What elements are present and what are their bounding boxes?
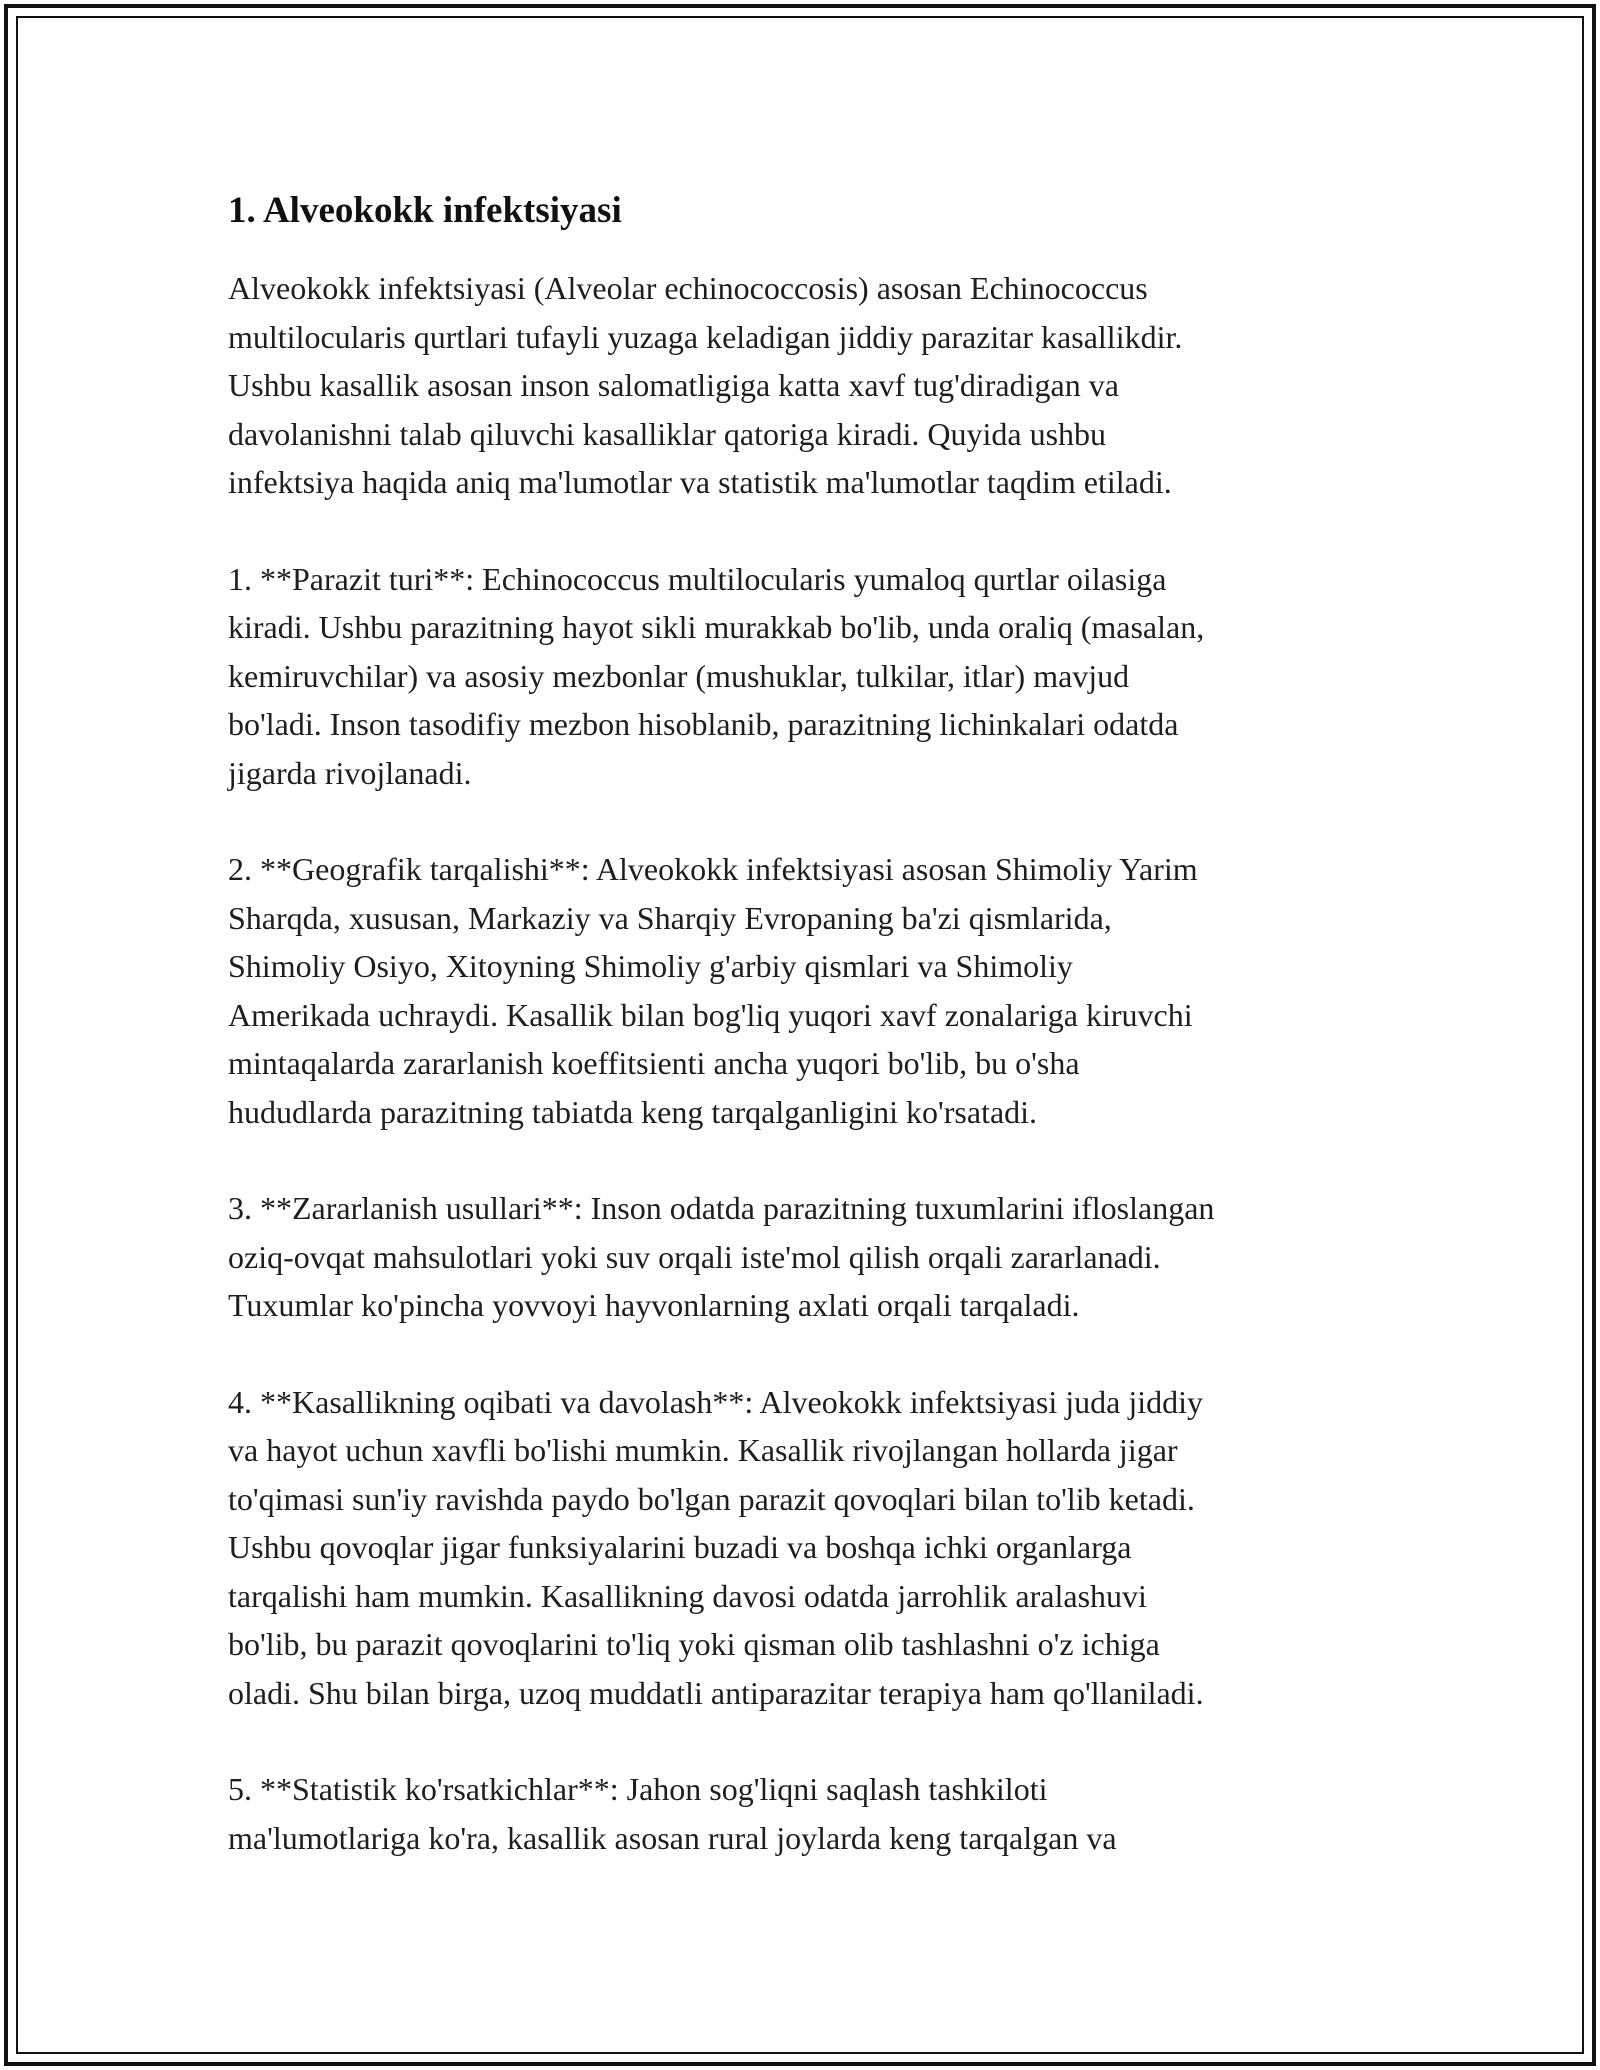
text-line: Ushbu kasallik asosan inson salomatligiga katta xavf tug'diradigan va — [228, 367, 1119, 403]
text-line: Alveokokk infektsiyasi (Alveolar echinococcosis) asosan Echinococcus — [228, 270, 1148, 306]
text-line: kemiruvchilar) va asosiy mezbonlar (mushuklar, tulkilar, itlar) mavjud — [228, 657, 1130, 694]
text-line: mintaqalarda zararlanish koeffitsienti ancha yuqori bo'lib, bu o'sha — [228, 1045, 1080, 1081]
text-line: tarqalishi ham mumkin. Kasallikning davosi odatda jarrohlik aralashuvi — [228, 1577, 1147, 1614]
text-line: kiradi. Ushbu parazitning hayot sikli murakkab bo'lib, unda oraliq (masalan, — [228, 609, 1205, 645]
text-line: 1. **Parazit turi**: Echinococcus multilocularis yumaloq qurtlar oilasiga — [228, 560, 1167, 597]
text-line: multilocularis qurtlari tufayli yuzaga keladigan jiddiy parazitar kasallikdir. — [228, 318, 1183, 355]
text-line: 3. **Zararlanish usullari**: Inson odatda parazitning tuxumlarini ifloslangan — [228, 1190, 1215, 1226]
paragraph-geography — [228, 845, 1376, 1136]
text-line: Tuxumlar ko'pincha yovvoyi hayvonlarning axlati orqali tarqaladi. — [228, 1287, 1080, 1323]
text-line: 2. **Geografik tarqalishi**: Alveokokk infektsiyasi asosan Shimoliy Yarim — [228, 851, 1198, 887]
paragraph-intro — [228, 264, 1376, 507]
text-line: ma'lumotlariga ko'ra, kasallik asosan rural joylarda keng tarqalgan va — [228, 1819, 1117, 1856]
paragraph-parasite-type — [228, 555, 1376, 798]
text-line: to'qimasi sun'iy ravishda paydo bo'lgan parazit qovoqlari bilan to'lib ketadi. — [228, 1480, 1195, 1517]
text-line: davolanishni talab qiluvchi kasalliklar qatoriga kiradi. Quyida ushbu — [228, 415, 1107, 452]
text-line: 5. **Statistik ko'rsatkichlar**: Jahon sog'liqni saqlash tashkiloti — [228, 1771, 1048, 1807]
paragraph-consequences-treatment — [228, 1378, 1376, 1718]
text-line: infektsiya haqida aniq ma'lumotlar va statistik ma'lumotlar taqdim etiladi. — [228, 464, 1172, 500]
text-line: hududlarda parazitning tabiatda keng tarqalganligini ko'rsatadi. — [228, 1093, 1038, 1130]
text-line: jigarda rivojlanadi. — [228, 754, 472, 791]
document-title: 1. Alveokokk infektsiyasi — [228, 190, 622, 231]
document-body — [228, 186, 1376, 1910]
text-line: 4. **Kasallikning oqibati va davolash**: Alveokokk infektsiyasi juda jiddiy — [228, 1383, 1203, 1420]
text-line: bo'lib, bu parazit qovoqlarini to'liq yoki qisman olib tashlashni o'z ichiga — [228, 1626, 1160, 1662]
text-line: va hayot uchun xavfli bo'lishi mumkin. Kasallik rivojlangan hollarda jigar — [228, 1432, 1178, 1468]
text-line: Ushbu qovoqlar jigar funksiyalarini buzadi va boshqa ichki organlarga — [228, 1529, 1132, 1565]
text-line: Shimoliy Osiyo, Xitoyning Shimoliy g'arbiy qismlari va Shimoliy — [228, 948, 1073, 984]
text-line: oladi. Shu bilan birga, uzoq muddatli antiparazitar terapiya ham qo'llaniladi. — [228, 1674, 1204, 1711]
text-line: oziq-ovqat mahsulotlari yoki suv orqali iste'mol qilish orqali zararlanadi. — [228, 1238, 1161, 1275]
paragraph-statistics — [228, 1765, 1376, 1862]
text-line: bo'ladi. Inson tasodifiy mezbon hisoblanib, parazitning lichinkalari odatda — [228, 706, 1179, 742]
paragraph-infection-routes — [228, 1184, 1376, 1330]
text-line: Sharqda, xususan, Markaziy va Sharqiy Evropaning ba'zi qismlarida, — [228, 899, 1112, 936]
text-line: Amerikada uchraydi. Kasallik bilan bog'liq yuqori xavf zonalariga kiruvchi — [228, 996, 1193, 1033]
